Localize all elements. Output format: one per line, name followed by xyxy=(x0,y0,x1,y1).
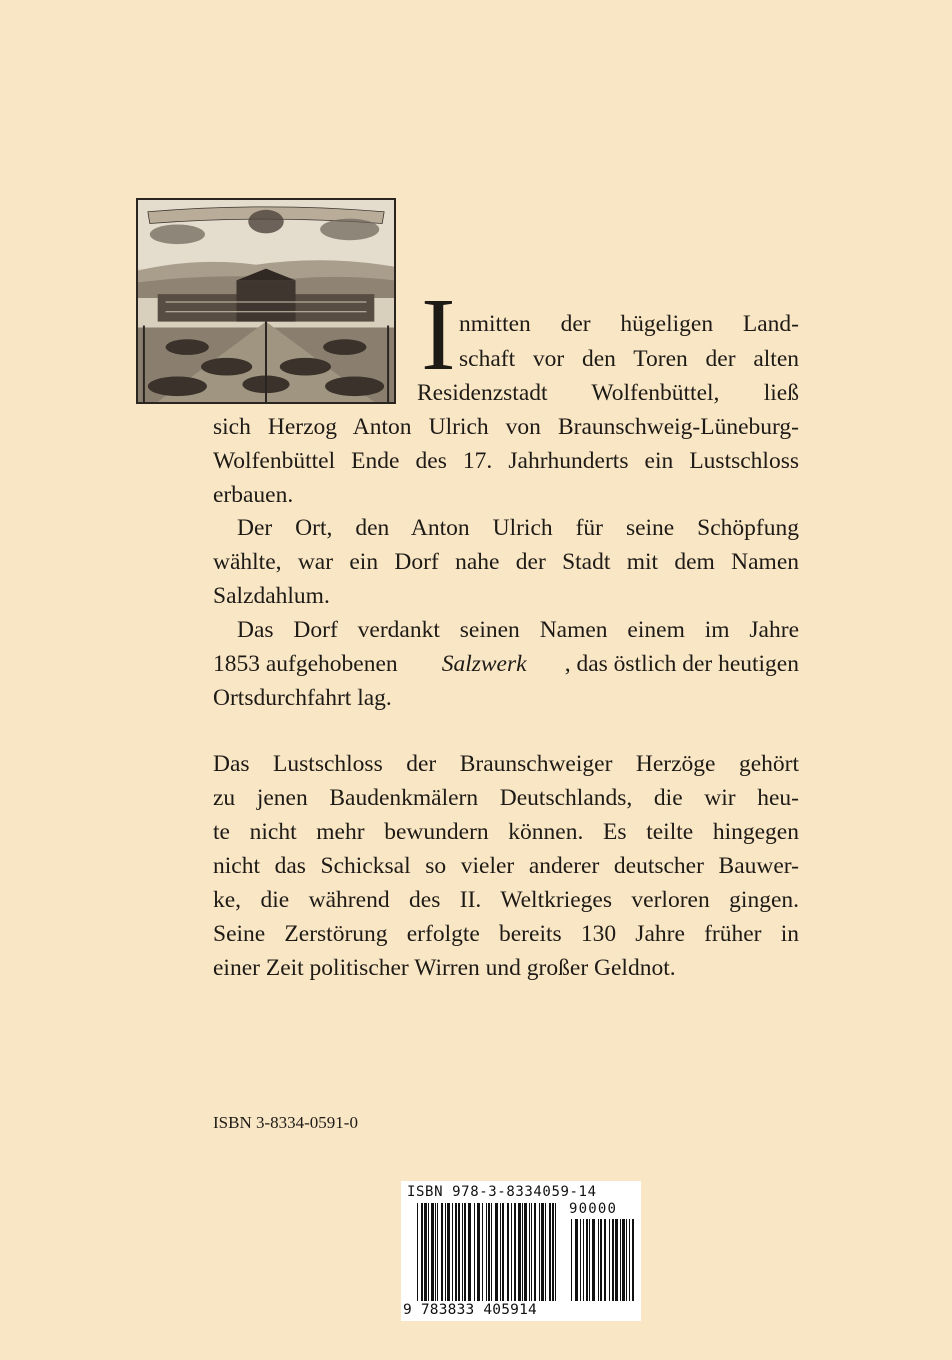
barcode-bar xyxy=(431,1203,434,1301)
barcode-bar xyxy=(604,1219,606,1301)
barcode-bar xyxy=(589,1219,590,1301)
barcode-bar xyxy=(598,1219,599,1301)
barcode-bar xyxy=(555,1203,556,1301)
para4-line-6: Seine Zerstörung erfolgte bereits 130 Jahre früher in xyxy=(213,921,799,947)
barcode-bar xyxy=(609,1219,610,1301)
para4-line-2: zu jenen Baudenkmälern Deutschlands, die wir heu- xyxy=(213,785,799,811)
barcode-bar xyxy=(441,1203,443,1301)
barcode-addon-text: 90000 xyxy=(569,1201,618,1217)
barcode-bar xyxy=(491,1203,492,1301)
barcode-bar xyxy=(421,1203,423,1301)
barcode-bar xyxy=(622,1219,625,1301)
barcode-bar xyxy=(529,1203,530,1301)
barcode-bar xyxy=(464,1203,466,1301)
para3-line-2-end: , das östlich der heutigen xyxy=(564,651,799,677)
barcode-bar xyxy=(447,1203,450,1301)
barcode-bar xyxy=(580,1219,581,1301)
barcode-bar xyxy=(488,1203,490,1301)
barcode-isbn-text: ISBN 978-3-8334059-14 xyxy=(407,1184,597,1200)
intro-line-3: Residenzstadt Wolfenbüttel, ließ xyxy=(417,380,799,406)
barcode-digits: 9 783833 405914 xyxy=(403,1302,537,1318)
para4-line-5: ke, die während des II. Weltkrieges verloren gingen. xyxy=(213,887,799,913)
para3-line-2 xyxy=(213,653,799,677)
intro-line-6: erbauen. xyxy=(213,482,294,508)
barcode-bar xyxy=(612,1219,614,1301)
para2-line-1: Der Ort, den Anton Ulrich für seine Schöpfung xyxy=(237,515,799,541)
barcode-bar xyxy=(507,1203,509,1301)
barcode-bar xyxy=(428,1203,429,1301)
barcode-bar xyxy=(458,1203,460,1301)
barcode-bar xyxy=(571,1219,572,1301)
para4-line-3: te nicht mehr bewundern können. Es teilte hingegen xyxy=(213,819,799,845)
barcode-bar xyxy=(592,1219,595,1301)
barcode-bar xyxy=(502,1203,504,1301)
barcode-bar xyxy=(477,1203,480,1301)
barcode-bar xyxy=(435,1203,436,1301)
para3-line-3: Ortsdurchfahrt lag. xyxy=(213,685,392,711)
barcode-bar xyxy=(583,1219,584,1301)
para4-line-1: Das Lustschloss der Braunschweiger Herzöge gehört xyxy=(213,751,799,777)
barcode-bar xyxy=(615,1219,618,1301)
barcode-bar xyxy=(545,1203,546,1301)
intro-line-2: schaft vor den Toren der alten xyxy=(459,346,799,372)
barcode-bar xyxy=(474,1203,475,1301)
barcode-bar xyxy=(514,1203,516,1301)
barcode-bar xyxy=(518,1203,521,1301)
barcode-bar xyxy=(452,1203,453,1301)
intro-line-1: nmitten der hügeligen Land- xyxy=(459,311,799,337)
barcode-bar xyxy=(437,1203,438,1301)
barcode-bar xyxy=(417,1203,418,1301)
para2-line-2: wählte, war ein Dorf nahe der Stadt mit dem Namen xyxy=(213,549,799,575)
barcode-bar xyxy=(531,1203,532,1301)
para2-line-3: Salzdahlum. xyxy=(213,583,330,609)
barcode-bar xyxy=(511,1203,512,1301)
barcode-bar xyxy=(455,1203,457,1301)
intro-line-5: Wolfenbüttel Ende des 17. Jahrhunderts ein Lustschloss xyxy=(213,448,799,474)
para4-line-4: nicht das Schicksal so vieler anderer deutscher Bauwer- xyxy=(213,853,799,879)
barcode xyxy=(401,1181,641,1321)
barcode-bar xyxy=(445,1203,446,1301)
barcode-bar xyxy=(549,1203,551,1301)
barcode-bar xyxy=(524,1203,527,1301)
barcode-bar xyxy=(626,1219,627,1301)
isbn-number: ISBN 3-8334-0591-0 xyxy=(213,1113,358,1132)
barcode-bar xyxy=(468,1203,471,1301)
drop-cap-letter: I xyxy=(421,277,456,392)
barcode-bar xyxy=(629,1219,630,1301)
barcode-bar xyxy=(500,1203,501,1301)
barcode-bar xyxy=(541,1203,544,1301)
barcode-bar xyxy=(620,1219,621,1301)
castle-engraving-image xyxy=(136,198,396,404)
barcode-bar xyxy=(522,1203,523,1301)
barcode-bar xyxy=(495,1203,498,1301)
barcode-bar xyxy=(575,1219,578,1301)
barcode-bar xyxy=(482,1203,483,1301)
barcode-bar xyxy=(600,1219,602,1301)
barcode-bar xyxy=(539,1203,540,1301)
barcode-bar xyxy=(424,1203,427,1301)
barcode-bar xyxy=(632,1219,634,1301)
para4-line-7: einer Zeit politischer Wirren und großer Geldnot. xyxy=(213,955,676,981)
para3-italic-word: Salzwerk xyxy=(441,651,527,677)
barcode-bar xyxy=(552,1203,554,1301)
barcode-bar xyxy=(534,1203,536,1301)
barcode-bar xyxy=(462,1203,463,1301)
intro-line-4: sich Herzog Anton Ulrich von Braunschweig-Lüneburg- xyxy=(213,414,799,440)
para3-line-1: Das Dorf verdankt seinen Namen einem im Jahre xyxy=(237,617,799,643)
para3-line-2-start: 1853 aufgehobenen xyxy=(213,651,404,677)
barcode-bar xyxy=(586,1219,588,1301)
barcode-bar xyxy=(486,1203,487,1301)
